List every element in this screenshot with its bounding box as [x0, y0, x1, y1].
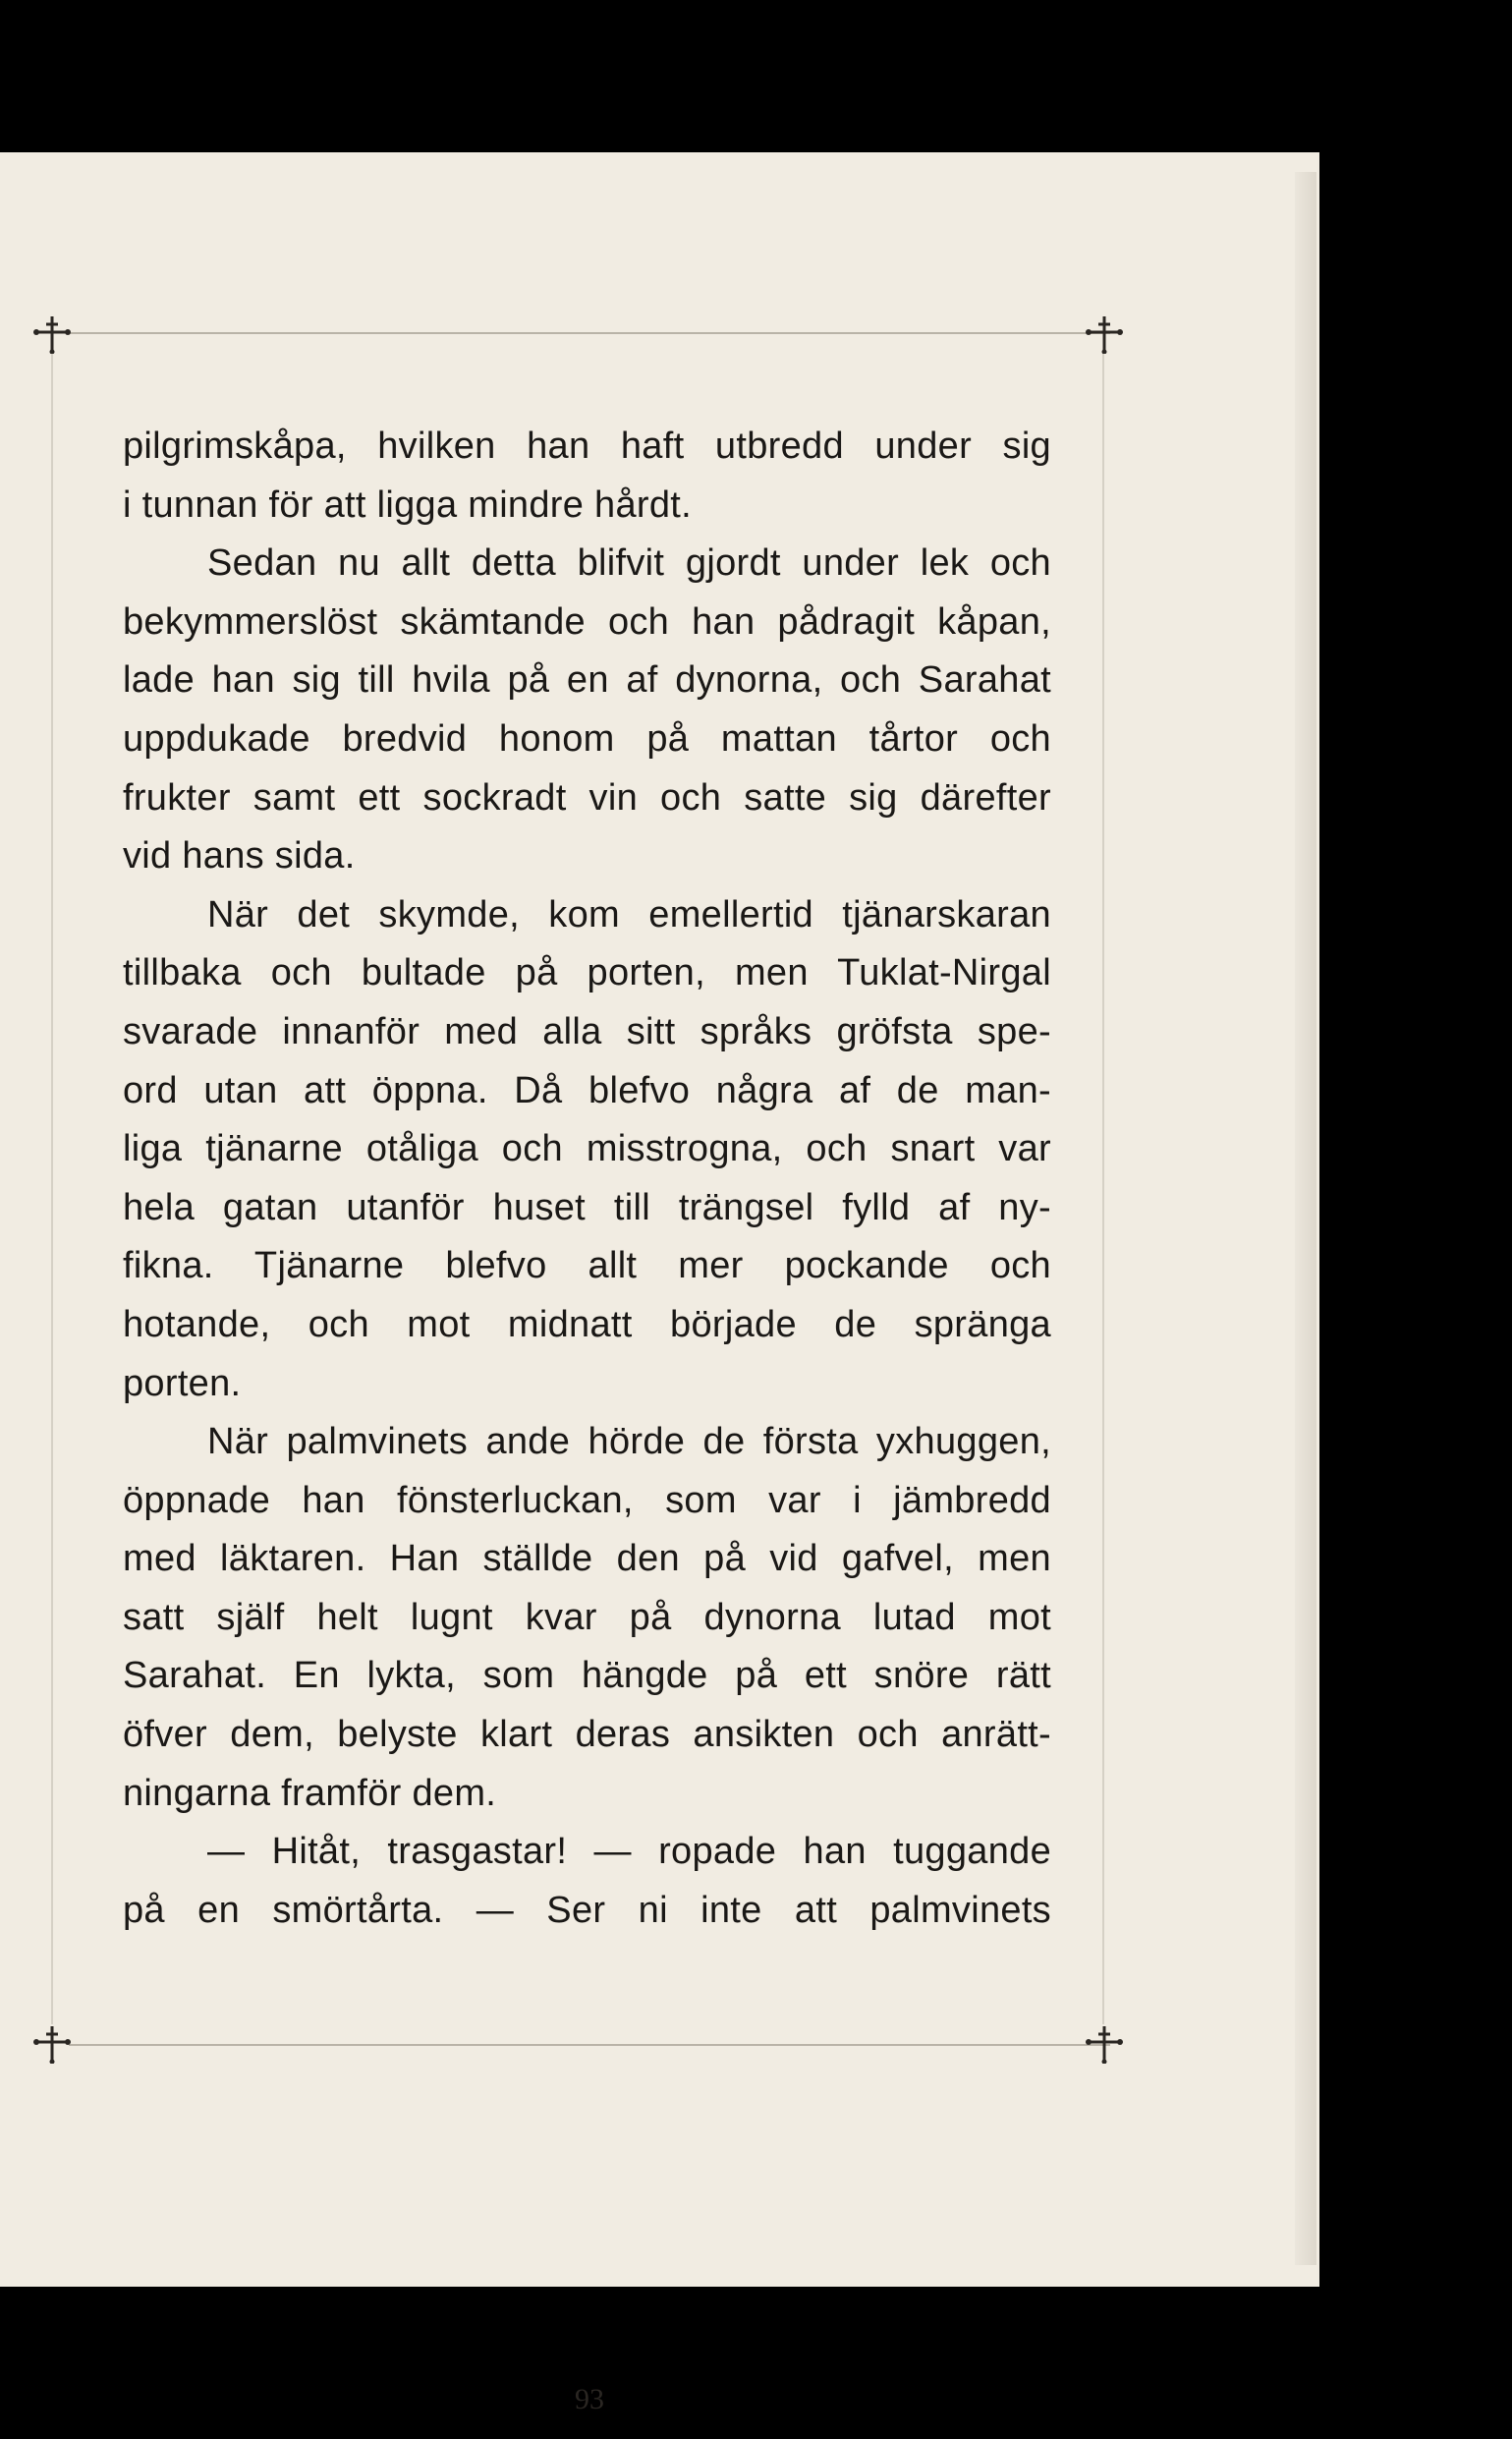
text-line: När palmvinets ande hörde de första yxhuggen,: [207, 1421, 1051, 1463]
text-line: lade han sig till hvila på en af dynorna, och Sarahat: [123, 659, 1051, 702]
text-line: hotande, och mot midnatt började de spränga: [123, 1303, 1051, 1345]
text-line: Sedan nu allt detta blifvit gjordt under lek och: [207, 542, 1051, 585]
text-line: fikna. Tjänarne blefvo allt mer pockande och: [123, 1245, 1051, 1287]
text-line: När det skymde, kom emellertid tjänarskaran: [207, 893, 1051, 936]
page-edge-shadow: [1295, 172, 1316, 2265]
frame-top-line: [69, 332, 1110, 334]
text-line: tillbaka och bultade på porten, men Tuklat-Nirgal: [123, 952, 1051, 994]
text-line: ord utan att öppna. Då blefvo några af de man-: [123, 1069, 1051, 1111]
text-line: öfver dem, belyste klart deras ansikten och anrätt-: [123, 1714, 1051, 1756]
text-line: — Hitåt, trasgastar! — ropade han tuggande: [207, 1831, 1051, 1873]
cross-ornament-icon: [1085, 2024, 1124, 2064]
text-line: svarade innanför med alla sitt språks gröfsta spe-: [123, 1010, 1051, 1052]
text-line: porten.: [123, 1362, 242, 1404]
page-body-text: [123, 418, 1051, 1940]
text-line: på en smörtårta. — Ser ni inte att palmvinets: [123, 1889, 1051, 1931]
text-line: vid hans sida.: [123, 835, 356, 878]
text-line: Sarahat. En lykta, som hängde på ett snöre rätt: [123, 1655, 1051, 1697]
cross-ornament-icon: [32, 2024, 72, 2064]
frame-bottom-line: [69, 2044, 1110, 2046]
text-line: ningarna framför dem.: [123, 1772, 497, 1814]
text-line: satt själf helt lugnt kvar på dynorna lutad mot: [123, 1596, 1051, 1638]
text-line: uppdukade bredvid honom på mattan tårtor och: [123, 717, 1051, 760]
frame-right-line: [1102, 354, 1104, 2024]
text-line: öppnade han fönsterluckan, som var i jämbredd: [123, 1479, 1051, 1521]
page-number: 93: [575, 2383, 604, 2415]
text-line: liga tjänarne otåliga och misstrogna, och snart var: [123, 1128, 1051, 1170]
text-line: med läktaren. Han ställde den på vid gafvel, men: [123, 1538, 1051, 1580]
text-line: frukter samt ett sockradt vin och satte sig därefter: [123, 776, 1051, 819]
cross-ornament-icon: [1085, 314, 1124, 354]
text-line: pilgrimskåpa, hvilken han haft utbredd under sig: [123, 425, 1051, 467]
text-line: i tunnan för att ligga mindre hårdt.: [123, 483, 693, 526]
text-line: hela gatan utanför huset till trängsel fylld af ny-: [123, 1186, 1051, 1228]
frame-left-line: [51, 354, 53, 2024]
text-line: bekymmerslöst skämtande och han pådragit kåpan,: [123, 600, 1051, 643]
cross-ornament-icon: [32, 314, 72, 354]
